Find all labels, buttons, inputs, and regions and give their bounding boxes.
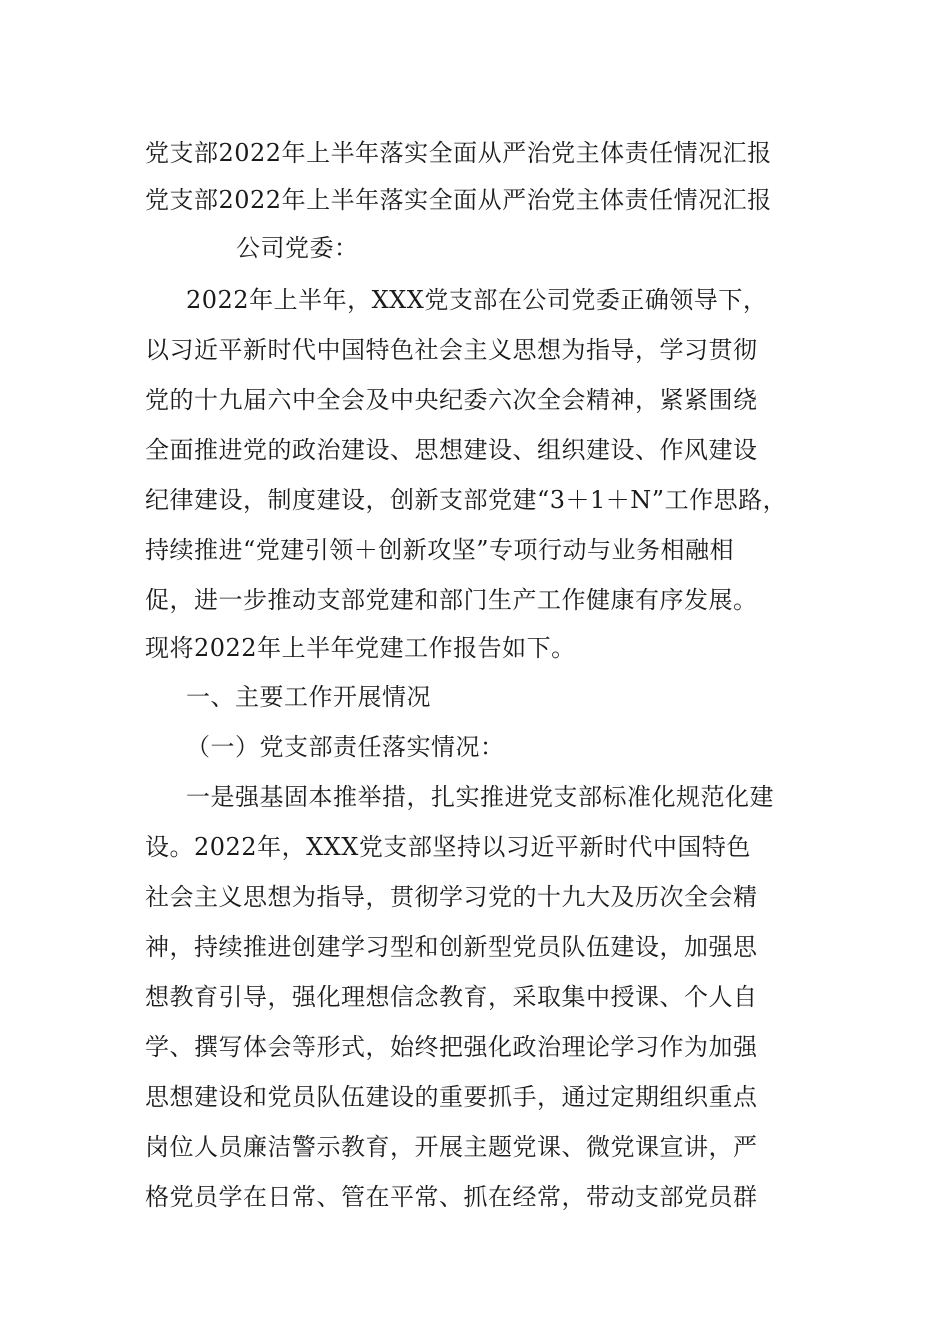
body-line: 全面推进党的政治建设、思想建设、组织建设、作风建设 [145,436,758,464]
body-line: 一是强基固本推举措，扎实推进党支部标准化规范化建 [186,783,774,811]
body-line: 学、撰写体会等形式，始终把强化政治理论学习作为加强 [145,1033,758,1061]
section-heading: 一、主要工作开展情况 [186,683,431,711]
body-line: 思想建设和党员队伍建设的重要抓手，通过定期组织重点 [145,1083,758,1111]
salutation: 公司党委： [236,234,359,262]
body-line: 格党员学在日常、管在平常、抓在经常，带动支部党员群 [145,1183,758,1211]
body-line: 2022年上半年，XXX党支部在公司党委正确领导下， [186,286,768,314]
body-line: 岗位人员廉洁警示教育，开展主题党课、微党课宣讲，严 [145,1133,758,1161]
body-line: 党的十九届六中全会及中央纪委六次全会精神，紧紧围绕 [145,386,758,414]
body-line: 神，持续推进创建学习型和创新型党员队伍建设，加强思 [145,933,758,961]
body-line: 设。2022年，XXX党支部坚持以习近平新时代中国特色 [145,833,751,861]
body-line: 想教育引导，强化理想信念教育，采取集中授课、个人自 [145,983,758,1011]
body-line: 持续推进“党建引领＋创新攻坚”专项行动与业务相融相 [145,536,735,564]
document-title-line-2: 党支部2022年上半年落实全面从严治党主体责任情况汇报 [145,186,772,214]
body-line: 现将2022年上半年党建工作报告如下。 [145,634,576,662]
document-title-line-1: 党支部2022年上半年落实全面从严治党主体责任情况汇报 [145,139,772,167]
body-line: 以习近平新时代中国特色社会主义思想为指导，学习贯彻 [145,336,758,364]
body-line: 纪律建设，制度建设，创新支部党建“3＋1＋N”工作思路， [145,486,788,514]
body-line: 社会主义思想为指导，贯彻学习党的十九大及历次全会精 [145,883,758,911]
subsection-heading: （一）党支部责任落实情况： [186,733,505,761]
body-line: 促，进一步推动支部党建和部门生产工作健康有序发展。 [145,586,758,614]
